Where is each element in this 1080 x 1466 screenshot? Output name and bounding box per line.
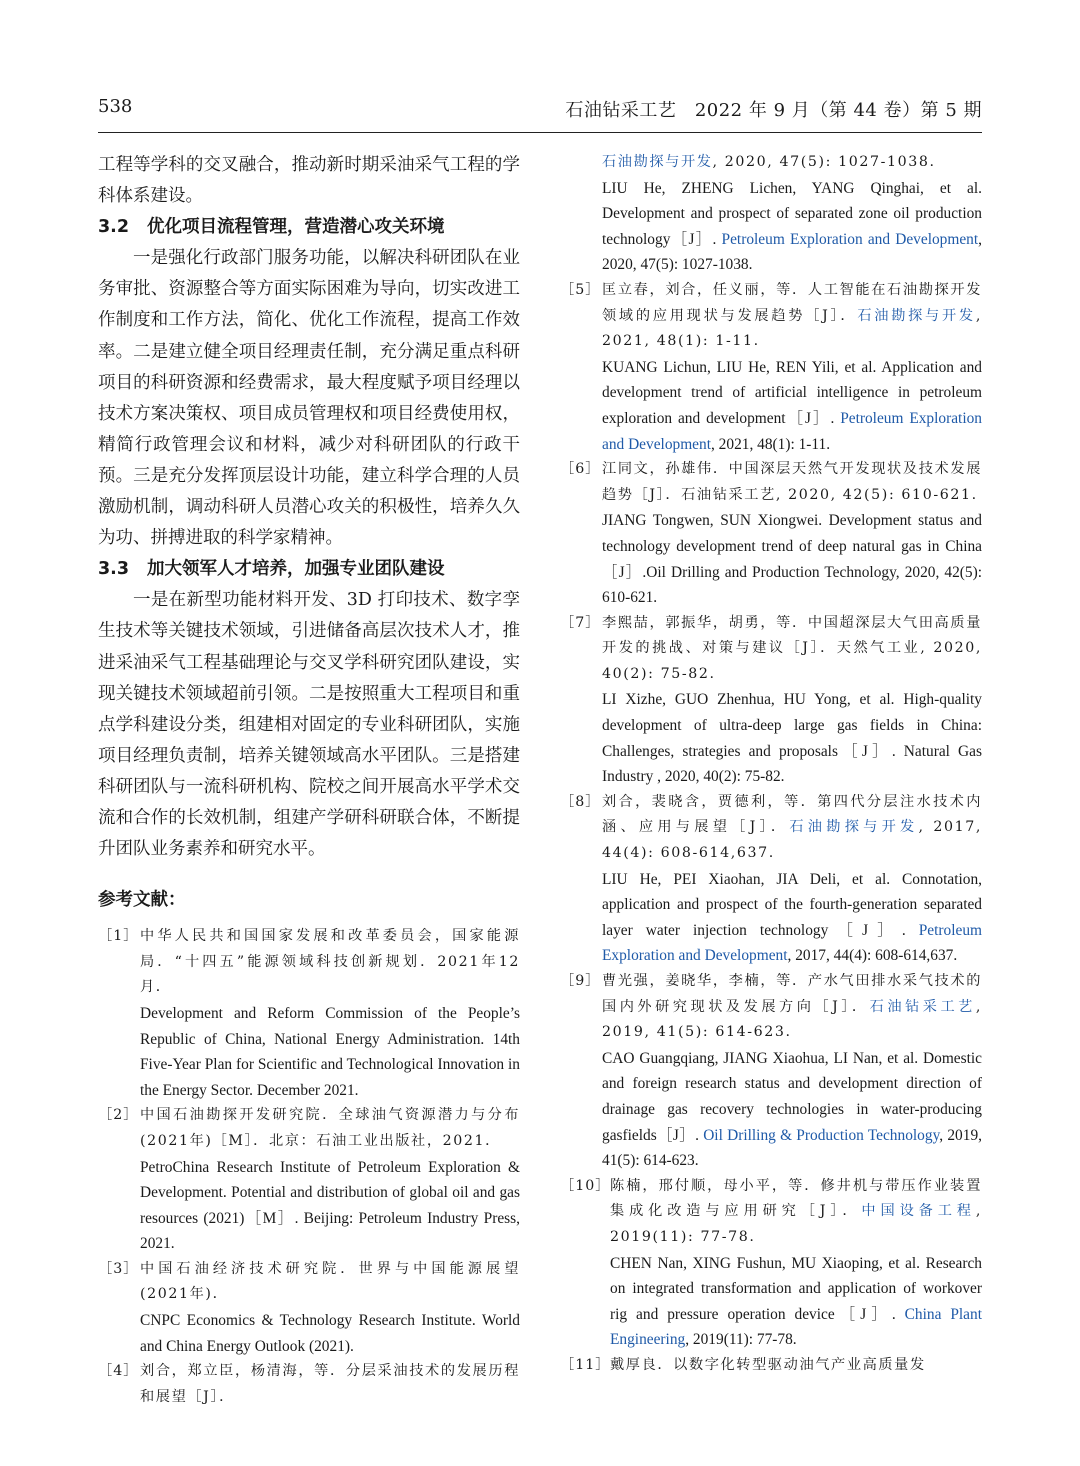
reference-4-start xyxy=(98,1359,520,1410)
reference-cn: 中华人民共和国国家发展和改革委员会，国家能源局．“十四五”能源领域科技创新规划．2021年12月． xyxy=(140,928,520,996)
reference-2 xyxy=(98,1103,520,1257)
reference-en: JIANG Tongwen, SUN Xiongwei. Development status and technology development trend of deep natural gas in China［J］.Oil Drilling and Production Technology, 2020, 42(5): 610-621. xyxy=(602,512,982,607)
reference-citation: , 2019(11): 77-78. xyxy=(685,1331,797,1349)
reference-citation: , 2020, 47(5): 1027-1038. xyxy=(602,230,982,274)
reference-en: CNPC Economics & Technology Research Institute. World and China Energy Outlook (2021). xyxy=(140,1312,520,1355)
reference-citation: , 2019(11): 77-78. xyxy=(610,1203,982,1245)
reference-en xyxy=(602,176,982,278)
reference-citation: , 2017, 44(4): 608-614,637. xyxy=(602,819,982,862)
section-3-3-heading xyxy=(98,554,520,585)
reference-text: KUANG Lichun, LIU He, REN Yili, et al. Application and development trend of artificial intelligence in petroleum exploration and development［J］. xyxy=(602,358,982,427)
reference-5 xyxy=(560,278,982,457)
reference-text: LIU He, PEI Xiaohan, JIA Deli, et al. Connotation, application and prospect of the fourth-generation separated layer water injection technology［J］. xyxy=(602,870,982,939)
reference-citation: , 2020, 47(5): 1027-1038. xyxy=(712,154,936,170)
reference-6 xyxy=(560,457,982,611)
reference-number: ［3］ xyxy=(98,1260,139,1277)
journal-link[interactable]: Petroleum Exploration and Development xyxy=(602,921,982,965)
reference-citation: , 2019, 41(5): 614-623. xyxy=(602,998,982,1041)
references-heading: 参考文献： xyxy=(98,890,186,911)
reference-text: LIU He, ZHENG Lichen, YANG Qinghai, et al. Development and prospect of separated zone oil production technology［J］. xyxy=(602,179,982,248)
reference-cn: 中国石油经济技术研究院．世界与中国能源展望(2021年)． xyxy=(140,1260,520,1303)
reference-text: 陈楠，邢付顺，母小平，等．修井机与带压作业装置集成化改造与应用研究［J］． xyxy=(610,1177,982,1220)
reference-en: LI Xizhe, GUO Zhenhua, HU Yong, et al. High-quality development of ultra-deep large gas fields in China: Challenges, strategies and proposals［J］. Natural Gas Industry , 2020, 40(2): 75-82. xyxy=(602,691,982,786)
reference-9 xyxy=(560,969,982,1174)
reference-citation: , 2019, 41(5): 614-623. xyxy=(602,1126,982,1170)
reference-cn xyxy=(610,1174,982,1251)
reference-number: ［11］ xyxy=(560,1356,611,1373)
section-title: 加大领军人才培养，加强专业团队建设 xyxy=(147,559,445,580)
reference-number: ［8］ xyxy=(560,793,601,810)
journal-link[interactable]: 石油勘探与开发 xyxy=(857,307,976,324)
reference-citation: , 2021, 48(1): 1-11. xyxy=(602,307,982,350)
section-3-2-heading xyxy=(98,212,520,243)
journal-link[interactable]: China Plant Engineering xyxy=(610,1305,982,1349)
reference-cn: 戴厚良．以数字化转型驱动油气产业高质量发 xyxy=(610,1356,926,1373)
reference-cn xyxy=(602,150,982,176)
reference-cn: 中国石油勘探开发研究院．全球油气资源潜力与分布(2021年)［M］．北京：石油工业出版社，2021． xyxy=(140,1107,520,1149)
reference-en xyxy=(602,867,982,969)
journal-link[interactable]: Petroleum Exploration and Development xyxy=(721,230,979,248)
reference-number: ［7］ xyxy=(560,614,601,631)
reference-text: 匡立春，刘合，任义丽，等．人工智能在石油勘探开发领域的应用现状与发展趋势［J］． xyxy=(602,281,982,324)
journal-link[interactable]: Oil Drilling & Production Technology xyxy=(703,1126,940,1144)
reference-cn xyxy=(602,278,982,355)
reference-cn xyxy=(602,969,982,1046)
journal-link[interactable]: 中国设备工程 xyxy=(861,1203,976,1220)
reference-10 xyxy=(560,1174,982,1353)
journal-link[interactable]: 石油勘探与开发 xyxy=(602,154,713,170)
reference-en xyxy=(602,1046,982,1174)
reference-number: ［6］ xyxy=(560,461,601,478)
reference-number: ［2］ xyxy=(98,1107,139,1124)
reference-number: ［4］ xyxy=(98,1363,139,1380)
reference-cn: 李熙喆，郭振华，胡勇，等．中国超深层大气田高质量开发的挑战、对策与建议［J］．天然气工业, 2020, 40(2): 75-82. xyxy=(602,614,982,682)
reference-4-continued xyxy=(560,150,982,278)
reference-en xyxy=(610,1251,982,1353)
reference-en: PetroChina Research Institute of Petroleum Exploration & Development. Potential and distribution of global oil and gas resources (2021)［M］. Beijing: Petroleum Industry Press, 2021. xyxy=(140,1158,520,1253)
reference-citation: , 2017, 44(4): 608-614,637. xyxy=(787,947,958,965)
reference-text: CHEN Nan, XING Fushun, MU Xiaoping, et al. Research on integrated transformation and application of workover rig and pressure operation device［J］. xyxy=(610,1254,982,1323)
page-number: 538 xyxy=(98,96,133,117)
reference-cn xyxy=(602,790,982,867)
reference-en xyxy=(602,355,982,457)
reference-number: ［9］ xyxy=(560,973,601,989)
reference-citation: , 2021, 48(1): 1-11. xyxy=(710,435,831,453)
page-header xyxy=(98,92,982,133)
left-column xyxy=(98,150,520,1410)
section-title: 优化项目流程管理，营造潜心攻关环境 xyxy=(147,217,445,238)
journal-link[interactable]: 石油钻采工艺 xyxy=(869,998,976,1015)
reference-number: ［1］ xyxy=(98,928,139,945)
journal-title: 石油钻采工艺 2022 年 9 月（第 44 卷）第 5 期 xyxy=(565,100,982,121)
intro-text: 工程等学科的交叉融合，推动新时期采油采气工程的学科体系建设。 xyxy=(98,155,520,207)
reference-text: 刘合，裴晓含，贾德利，等．第四代分层注水技术内涵、应用与展望［J］． xyxy=(602,793,982,836)
reference-number: ［5］ xyxy=(560,281,601,298)
section-number: 3.2 xyxy=(98,217,130,238)
journal-link[interactable]: 石油勘探与开发 xyxy=(789,819,919,836)
right-column xyxy=(560,150,982,1379)
reference-1 xyxy=(98,924,520,1103)
section-3-3-paragraph: 一是在新型功能材料开发、3D 打印技术、数字孪生技术等关键技术领域，引进储备高层次技术人才，推进采油采气工程基础理论与交叉学科研究团队建设，实现关键技术领域超前引领。二是按照重大工程项目和重点学科建设分类，组建相对固定的专业科研团队，实施项目经理负责制，培养关键领域高水平团队。三是搭建科研团队与一流科研机构、院校之间开展高水平学术交流和合作的长效机制，组建产学研科研联合体，不断提升团队业务素养和研究水平。 xyxy=(98,590,520,860)
section-number: 3.3 xyxy=(98,559,130,580)
reference-3 xyxy=(98,1257,520,1359)
reference-text: 曹光强，姜晓华，李楠，等．产水气田排水采气技术的国内外研究现状及发展方向［J］． xyxy=(602,973,982,1015)
journal-link[interactable]: Petroleum Exploration and Development xyxy=(602,409,982,453)
reference-11 xyxy=(560,1353,982,1379)
reference-text: CAO Guangqiang, JIANG Xiaohua, LI Nan, et al. Domestic and foreign research status and development direction of drainage gas recovery technologies in water-producing gasfields［J］. xyxy=(602,1049,982,1144)
reference-8 xyxy=(560,790,982,969)
reference-number: ［10］ xyxy=(560,1177,611,1194)
reference-7 xyxy=(560,611,982,790)
reference-en: Development and Reform Commission of the People’s Republic of China, National Energy Administration. 14th Five-Year Plan for Scientific and Technological Innovation in the Energy Sector. December 2021. xyxy=(140,1004,520,1099)
reference-cn: 江同文，孙雄伟．中国深层天然气开发现状及技术发展趋势［J］．石油钻采工艺, 2020, 42(5): 610-621. xyxy=(602,461,982,503)
section-3-2-paragraph: 一是强化行政部门服务功能，以解决科研团队在业务审批、资源整合等方面实际困难为导向，切实改进工作制度和工作方法，简化、优化工作流程，提高工作效率。二是建立健全项目经理责任制，充分满足重点科研项目的科研资源和经费需求，最大程度赋予项目经理以技术方案决策权、项目成员管理权和项目经费使用权，精简行政管理会议和材料，减少对科研团队的行政干预。三是充分发挥顶层设计功能，建立科学合理的人员激励机制，调动科研人员潜心攻关的积极性，培养久久为功、拼搏进取的科学家精神。 xyxy=(98,248,520,549)
reference-cn: 刘合，郑立臣，杨清海，等．分层采油技术的发展历程和展望［J］． xyxy=(140,1363,520,1405)
